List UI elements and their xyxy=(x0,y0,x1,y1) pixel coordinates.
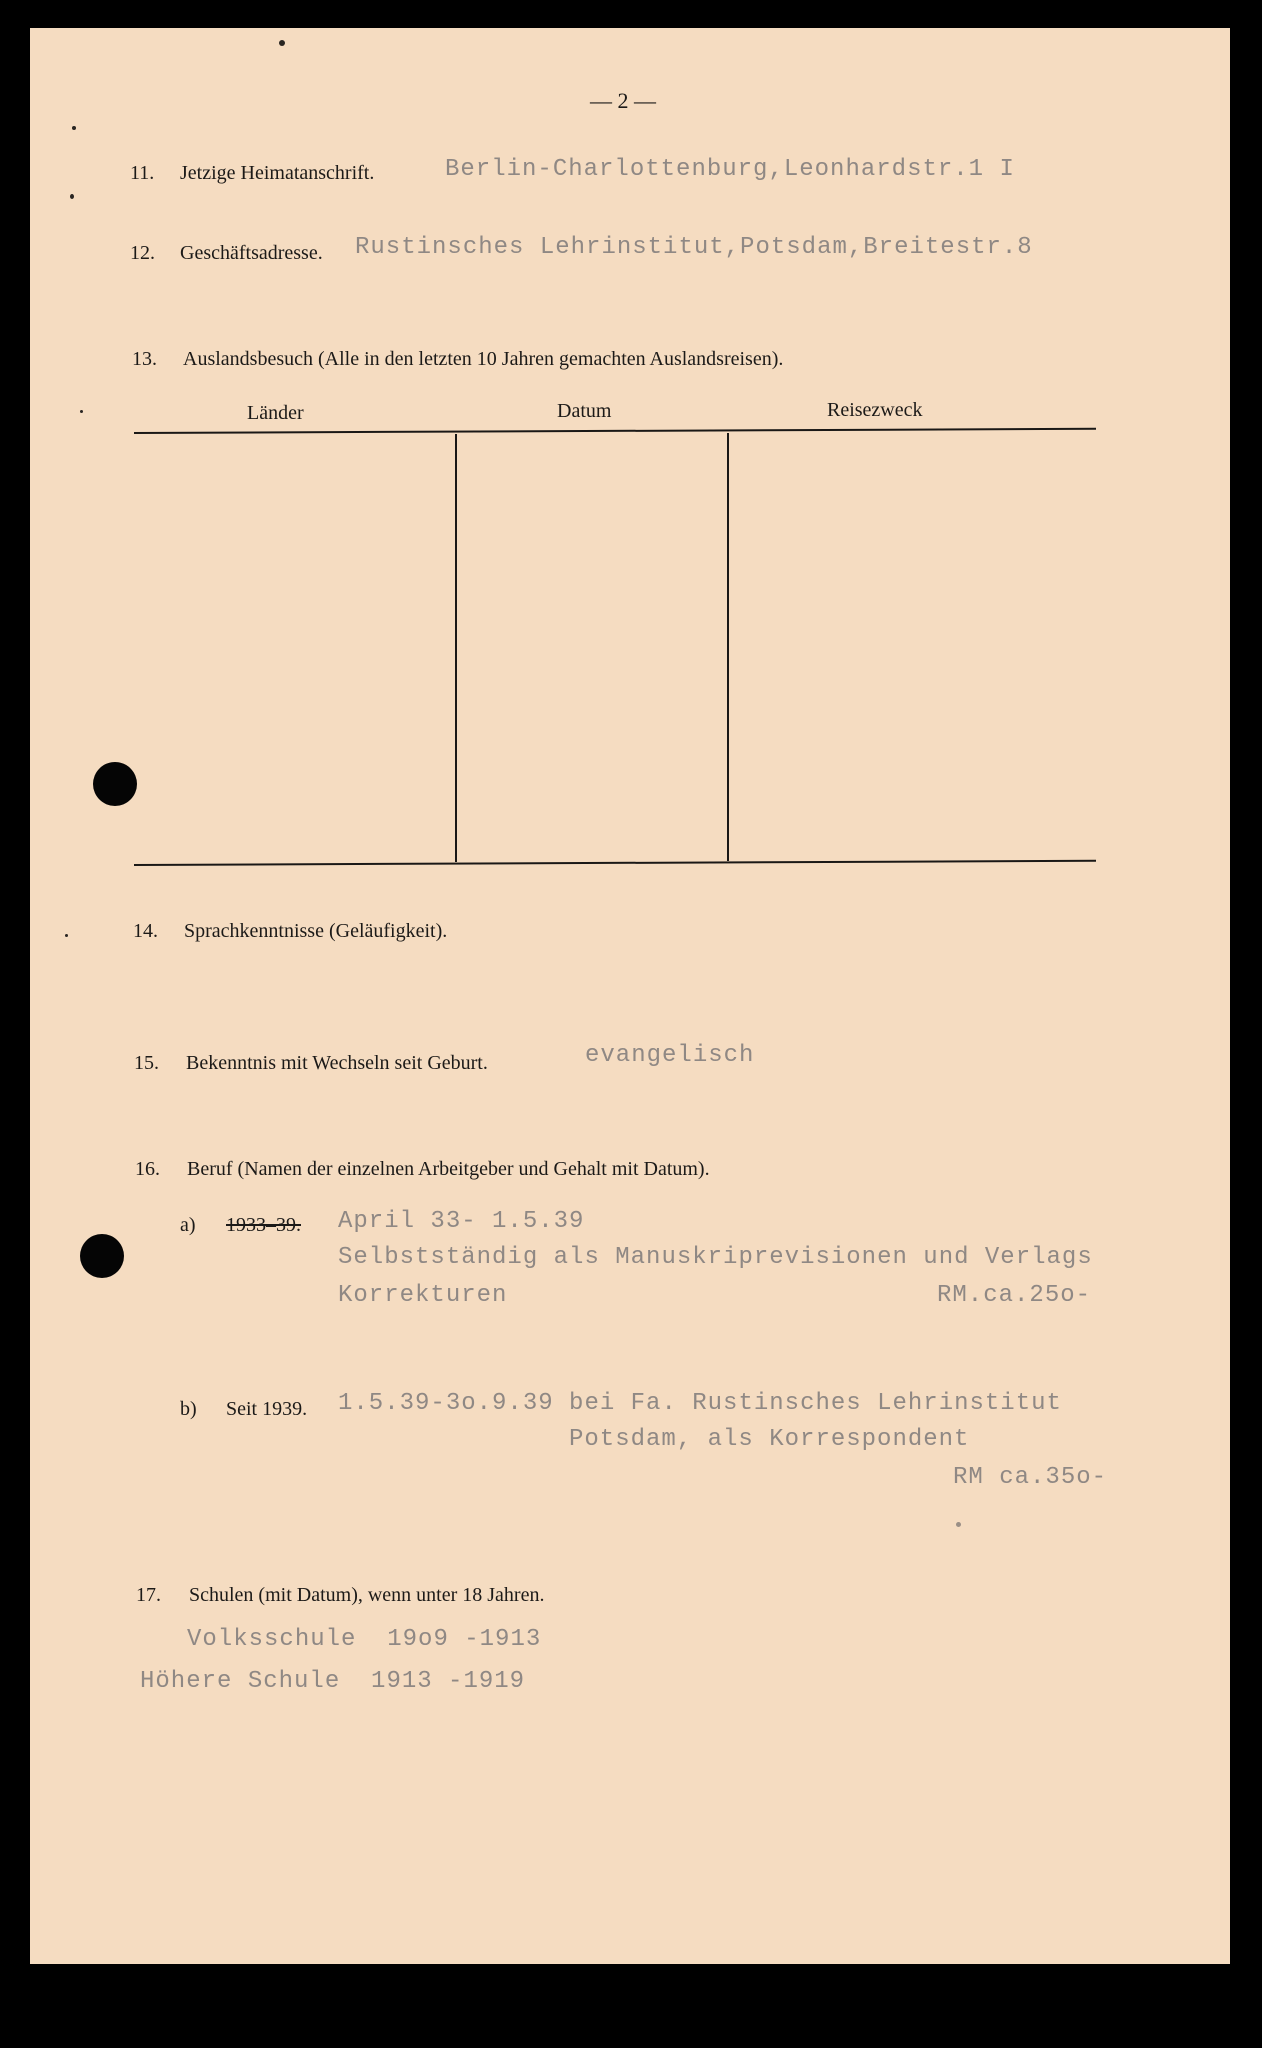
table-top-rule xyxy=(134,428,1096,434)
item-16a-line2: Selbstständig als Manuskriprevisionen und Verlags xyxy=(338,1244,1093,1271)
item-14-number: 14. xyxy=(133,920,158,942)
item-12-number: 12. xyxy=(130,242,155,264)
item-17-school-row-2: Höhere Schule 1913 -1919 xyxy=(140,1668,526,1695)
page-number: — 2 — xyxy=(590,88,656,113)
item-17-school-row-1: Volksschule 19o9 -1913 xyxy=(187,1626,542,1653)
item-11-number: 11. xyxy=(130,162,155,184)
column-header-reisezweck: Reisezweck xyxy=(827,399,923,421)
column-header-datum: Datum xyxy=(557,400,612,422)
column-header-laender: Länder xyxy=(247,402,304,424)
item-14-label: Sprachkenntnisse (Geläufigkeit). xyxy=(184,920,448,942)
item-16b-salary: RM ca.35o- xyxy=(953,1464,1108,1491)
item-12-label: Geschäftsadresse. xyxy=(180,242,323,264)
item-13-label: Auslandsbesuch (Alle in den letzten 10 Jahren gemachten Auslandsreisen). xyxy=(183,348,784,370)
item-16-label: Beruf (Namen der einzelnen Arbeitgeber und Gehalt mit Datum). xyxy=(187,1158,710,1180)
speck xyxy=(65,934,68,937)
speck xyxy=(279,40,285,46)
document-page xyxy=(30,28,1230,1964)
speck xyxy=(80,410,83,413)
item-11-label: Jetzige Heimatanschrift. xyxy=(180,162,375,184)
speck xyxy=(956,1522,961,1527)
speck xyxy=(72,126,76,130)
punch-hole-lower xyxy=(80,1234,124,1278)
punch-hole-upper xyxy=(93,762,137,806)
speck xyxy=(70,194,74,199)
item-16-number: 16. xyxy=(135,1158,160,1180)
table-divider-1 xyxy=(455,434,457,862)
table-bottom-rule xyxy=(134,860,1096,866)
item-12-value: Rustinsches Lehrinstitut,Potsdam,Breitestr.8 xyxy=(355,234,1033,261)
item-16a-line1: April 33- 1.5.39 xyxy=(338,1208,585,1235)
item-17-number: 17. xyxy=(136,1584,161,1606)
table-divider-2 xyxy=(727,433,729,861)
item-15-label: Bekenntnis mit Wechseln seit Geburt. xyxy=(186,1052,488,1074)
item-16a-marker: a) xyxy=(180,1214,196,1236)
item-13-number: 13. xyxy=(132,348,157,370)
item-16a-label: 1933–39. xyxy=(226,1214,301,1236)
item-16b-line1: 1.5.39-3o.9.39 bei Fa. Rustinsches Lehrinstitut xyxy=(338,1390,1062,1417)
item-16a-line3: Korrekturen xyxy=(338,1282,508,1309)
item-15-number: 15. xyxy=(134,1052,159,1074)
item-16a-salary: RM.ca.25o- xyxy=(937,1282,1092,1309)
item-16b-label: Seit 1939. xyxy=(226,1398,308,1420)
item-15-value: evangelisch xyxy=(585,1042,755,1069)
item-16b-line2: Potsdam, als Korrespondent xyxy=(569,1426,970,1453)
item-16b-marker: b) xyxy=(180,1398,197,1420)
item-17-label: Schulen (mit Datum), wenn unter 18 Jahren. xyxy=(189,1584,545,1606)
item-11-value: Berlin-Charlottenburg,Leonhardstr.1 I xyxy=(445,156,1015,183)
